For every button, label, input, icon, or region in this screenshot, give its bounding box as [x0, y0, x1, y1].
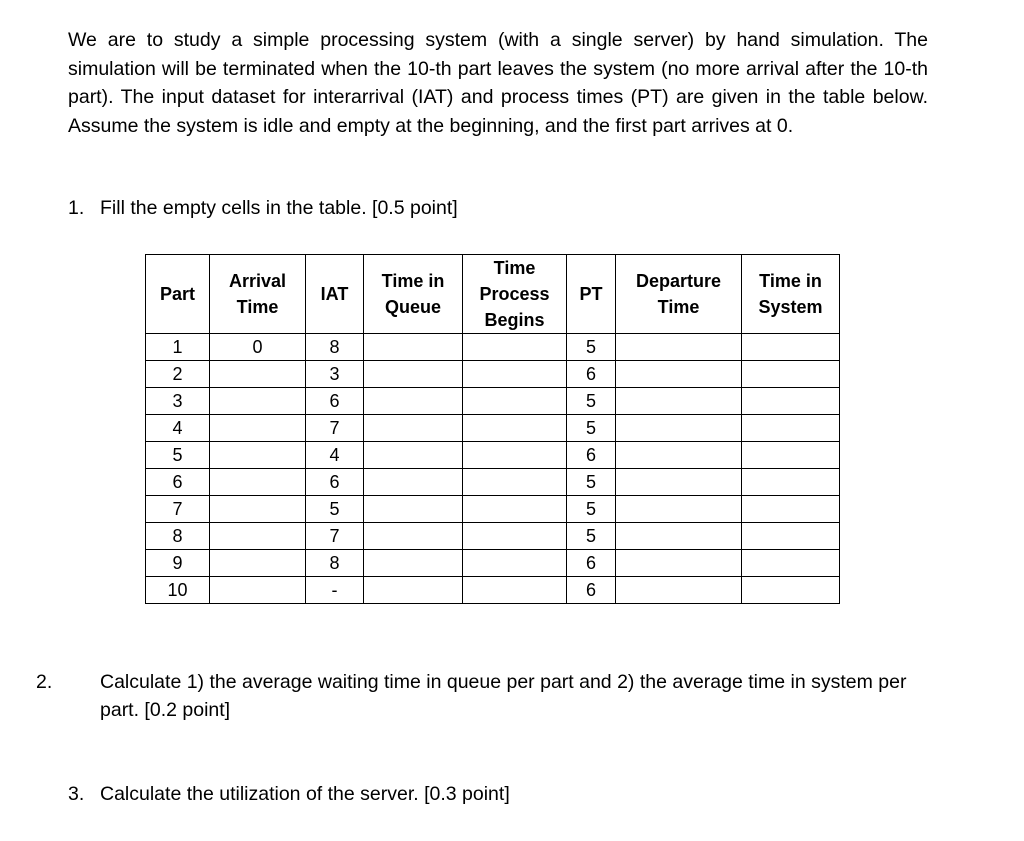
cell-time-process-begins [463, 415, 567, 442]
cell-part: 10 [146, 577, 210, 604]
cell-iat: 7 [306, 523, 364, 550]
cell-time-process-begins [463, 496, 567, 523]
cell-arrival-time [210, 442, 306, 469]
cell-part: 2 [146, 361, 210, 388]
table-row [146, 388, 840, 415]
header-time-in-system: Time in System [742, 255, 840, 334]
cell-arrival-time [210, 577, 306, 604]
cell-iat: 6 [306, 469, 364, 496]
cell-departure-time [616, 550, 742, 577]
cell-iat: 5 [306, 496, 364, 523]
cell-time-in-queue [364, 496, 463, 523]
cell-pt: 6 [567, 442, 616, 469]
table-header-row [146, 255, 840, 334]
cell-time-process-begins [463, 442, 567, 469]
cell-pt: 5 [567, 523, 616, 550]
cell-pt: 6 [567, 550, 616, 577]
cell-time-in-queue [364, 334, 463, 361]
cell-time-in-system [742, 361, 840, 388]
question-3-text: Calculate the utilization of the server. [0.3 point] [100, 783, 510, 805]
cell-time-in-system [742, 469, 840, 496]
header-iat: IAT [306, 255, 364, 334]
table-row [146, 334, 840, 361]
cell-time-in-system [742, 577, 840, 604]
cell-part: 8 [146, 523, 210, 550]
header-departure-time: Departure Time [616, 255, 742, 334]
cell-part: 1 [146, 334, 210, 361]
cell-iat: 3 [306, 361, 364, 388]
cell-iat: 7 [306, 415, 364, 442]
cell-iat: 4 [306, 442, 364, 469]
cell-arrival-time [210, 523, 306, 550]
cell-time-process-begins [463, 577, 567, 604]
cell-pt: 5 [567, 415, 616, 442]
cell-arrival-time [210, 496, 306, 523]
cell-departure-time [616, 361, 742, 388]
table-row [146, 550, 840, 577]
table-body [146, 334, 840, 604]
header-arrival-time: Arrival Time [210, 255, 306, 334]
cell-departure-time [616, 415, 742, 442]
table-row [146, 361, 840, 388]
question-2-number: 2. [36, 671, 53, 693]
cell-time-in-queue [364, 577, 463, 604]
cell-departure-time [616, 496, 742, 523]
header-part: Part [146, 255, 210, 334]
question-3 [68, 783, 510, 806]
cell-time-in-queue [364, 361, 463, 388]
cell-time-process-begins [463, 469, 567, 496]
cell-arrival-time [210, 388, 306, 415]
cell-time-in-system [742, 334, 840, 361]
cell-pt: 5 [567, 496, 616, 523]
header-time-process-begins: Time Process Begins [463, 255, 567, 334]
table-row [146, 469, 840, 496]
cell-part: 5 [146, 442, 210, 469]
table-row [146, 415, 840, 442]
cell-time-in-queue [364, 415, 463, 442]
cell-iat: 8 [306, 334, 364, 361]
cell-time-in-system [742, 550, 840, 577]
simulation-table [145, 254, 840, 604]
cell-departure-time [616, 334, 742, 361]
cell-departure-time [616, 469, 742, 496]
cell-time-process-begins [463, 334, 567, 361]
question-2-text: Calculate 1) the average waiting time in queue per part and 2) the average time in system per part. [0.2 point] [100, 671, 907, 721]
cell-part: 9 [146, 550, 210, 577]
question-3-number: 3. [68, 783, 85, 805]
cell-time-process-begins [463, 388, 567, 415]
cell-departure-time [616, 523, 742, 550]
cell-departure-time [616, 577, 742, 604]
table-row [146, 496, 840, 523]
cell-time-in-system [742, 523, 840, 550]
cell-time-process-begins [463, 523, 567, 550]
cell-pt: 5 [567, 388, 616, 415]
header-pt: PT [567, 255, 616, 334]
question-1-text: Fill the empty cells in the table. [0.5 point] [100, 197, 458, 219]
question-1 [68, 197, 458, 220]
cell-time-in-queue [364, 523, 463, 550]
cell-time-in-system [742, 415, 840, 442]
question-2 [36, 668, 928, 724]
cell-time-process-begins [463, 550, 567, 577]
cell-time-in-queue [364, 442, 463, 469]
cell-iat: 8 [306, 550, 364, 577]
cell-arrival-time [210, 469, 306, 496]
cell-time-in-system [742, 442, 840, 469]
cell-time-in-queue [364, 469, 463, 496]
cell-time-in-system [742, 388, 840, 415]
cell-arrival-time [210, 415, 306, 442]
cell-part: 6 [146, 469, 210, 496]
table-row [146, 577, 840, 604]
problem-intro: We are to study a simple processing system (with a single server) by hand simulation. The simulation will be terminated when the 10-th part leaves the system (no more arrival after the 10-th part). The input dataset for interarrival (IAT) and process times (PT) are given in the table below. Assume the system is idle and empty at the beginning, and the first part arrives at 0. [68, 29, 928, 137]
header-time-in-queue: Time in Queue [364, 255, 463, 334]
cell-iat: 6 [306, 388, 364, 415]
cell-departure-time [616, 442, 742, 469]
cell-part: 4 [146, 415, 210, 442]
cell-time-process-begins [463, 361, 567, 388]
cell-pt: 6 [567, 361, 616, 388]
table-row [146, 442, 840, 469]
cell-arrival-time [210, 550, 306, 577]
table-row [146, 523, 840, 550]
cell-time-in-system [742, 496, 840, 523]
question-1-number: 1. [68, 197, 85, 219]
cell-arrival-time: 0 [210, 334, 306, 361]
cell-part: 7 [146, 496, 210, 523]
cell-iat: - [306, 577, 364, 604]
cell-pt: 5 [567, 469, 616, 496]
cell-time-in-queue [364, 388, 463, 415]
cell-part: 3 [146, 388, 210, 415]
cell-departure-time [616, 388, 742, 415]
cell-arrival-time [210, 361, 306, 388]
cell-time-in-queue [364, 550, 463, 577]
cell-pt: 6 [567, 577, 616, 604]
cell-pt: 5 [567, 334, 616, 361]
